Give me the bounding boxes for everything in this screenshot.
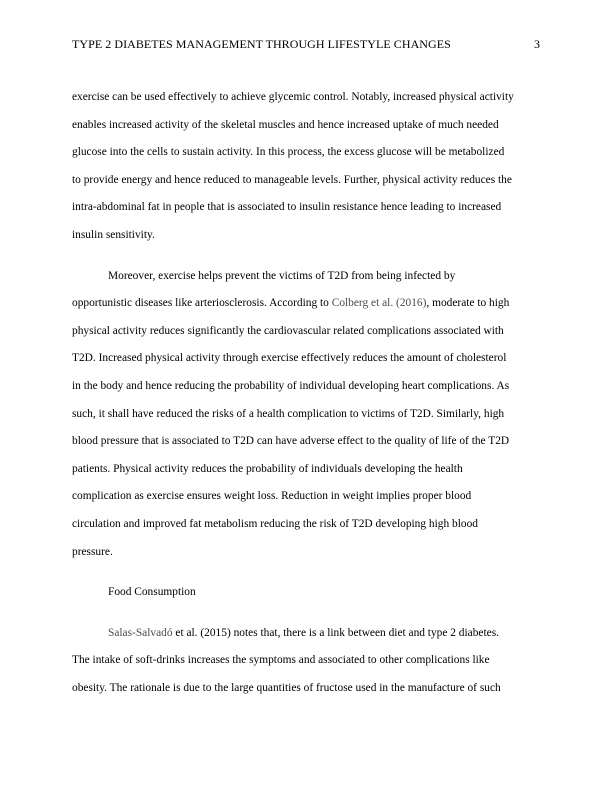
paragraph-spacer (72, 607, 542, 620)
text-line: intra-abdominal fat in people that is associated to insulin resistance hence leading to increased (72, 201, 502, 214)
text-line: pressure. (72, 545, 113, 558)
text-line: T2D. Increased physical activity through exercise effectively reduces the amount of cholesterol (72, 352, 507, 365)
text-line: physical activity reduces significantly the cardiovascular related complications associated with (72, 324, 504, 337)
body-text (72, 84, 542, 702)
text-line: enables increased activity of the skeletal muscles and hence increased uptake of much needed (72, 118, 499, 131)
text-line: in the body and hence reducing the probability of individual developing heart complications. As (72, 379, 510, 392)
text-fragment: , moderate to high (426, 297, 510, 310)
text-line: circulation and improved fat metabolism reducing the risk of T2D developing high blood (72, 517, 478, 530)
text-line: obesity. The rationale is due to the large quantities of fructose used in the manufacture of such (72, 681, 501, 694)
running-header (72, 36, 540, 52)
text-line: such, it shall have reduced the risks of a health complication to victims of T2D. Similarly, high (72, 407, 505, 420)
paragraph-exercise-glycemic-control (72, 84, 542, 250)
paragraph-exercise-prevention (72, 263, 542, 567)
text-line: insulin sensitivity. (72, 228, 155, 241)
running-head-title: TYPE 2 DIABETES MANAGEMENT THROUGH LIFESTYLE CHANGES (72, 37, 451, 51)
citation-salas-salvado-2015: Salas-Salvadó (108, 626, 173, 639)
section-heading-food-consumption: Food Consumption (108, 586, 196, 599)
text-line-with-citation (72, 290, 542, 318)
text-line-with-citation (72, 620, 542, 648)
page-number: 3 (534, 37, 540, 51)
text-line: blood pressure that is associated to T2D can have adverse effect to the quality of life of the T2D (72, 435, 510, 448)
text-line: patients. Physical activity reduces the probability of individuals developing the health (72, 462, 463, 475)
text-line: complication as exercise ensures weight loss. Reduction in weight implies proper blood (72, 490, 472, 503)
text-fragment: et al. (2015) notes that, there is a link between diet and type 2 diabetes. (172, 626, 499, 639)
text-line: to provide energy and hence reduced to manageable levels. Further, physical activity reduces the (72, 173, 512, 186)
citation-colberg-2016: Colberg et al. (2016) (331, 297, 427, 310)
text-line: exercise can be used effectively to achieve glycemic control. Notably, increased physical activity (72, 91, 514, 103)
text-line: The intake of soft-drinks increases the symptoms and associated to other complications like (72, 654, 490, 667)
text-fragment: opportunistic diseases like arteriosclerosis. According to (72, 297, 332, 310)
paragraph-diet-link (72, 620, 542, 703)
paragraph-spacer (72, 566, 542, 579)
paragraph-spacer (72, 250, 542, 263)
text-line: glucose into the cells to sustain activity. In this process, the excess glucose will be metabolized (72, 146, 505, 159)
text-line: Moreover, exercise helps prevent the victims of T2D from being infected by (108, 269, 456, 282)
